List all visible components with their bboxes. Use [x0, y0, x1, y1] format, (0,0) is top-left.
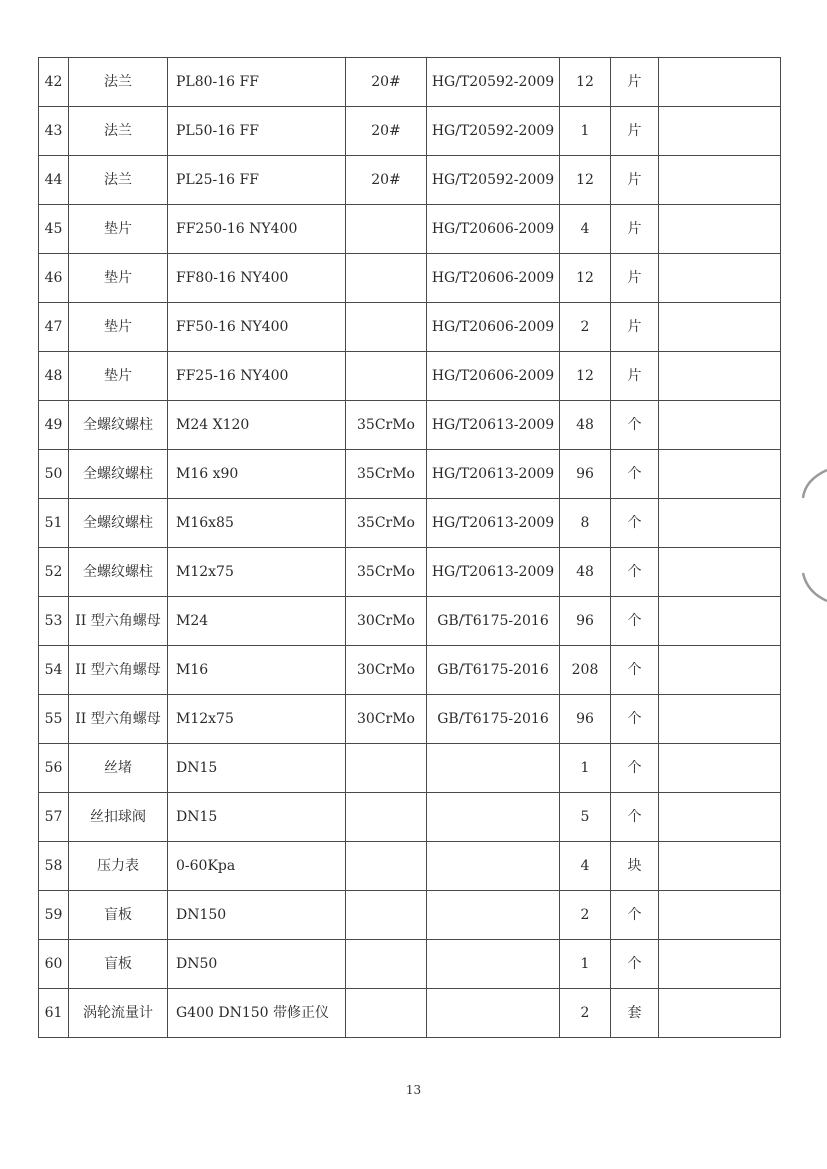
item-material — [346, 891, 427, 940]
item-name: 全螺纹螺柱 — [69, 499, 168, 548]
item-unit: 个 — [611, 597, 659, 646]
item-material: 30CrMo — [346, 597, 427, 646]
item-standard: HG/T20592-2009 — [427, 58, 560, 107]
item-remark — [659, 842, 781, 891]
item-name: 压力表 — [69, 842, 168, 891]
row-number: 53 — [39, 597, 69, 646]
item-name: 全螺纹螺柱 — [69, 401, 168, 450]
item-material: 35CrMo — [346, 499, 427, 548]
item-standard: HG/T20606-2009 — [427, 303, 560, 352]
item-material — [346, 303, 427, 352]
item-unit: 套 — [611, 989, 659, 1038]
table-row — [39, 695, 781, 744]
item-material: 30CrMo — [346, 695, 427, 744]
item-name: 法兰 — [69, 58, 168, 107]
item-quantity: 208 — [560, 646, 611, 695]
table-row — [39, 58, 781, 107]
item-name: 垫片 — [69, 205, 168, 254]
item-material: 30CrMo — [346, 646, 427, 695]
item-standard — [427, 793, 560, 842]
row-number: 43 — [39, 107, 69, 156]
item-remark — [659, 793, 781, 842]
item-standard — [427, 989, 560, 1038]
item-unit: 个 — [611, 940, 659, 989]
item-spec: FF80-16 NY400 — [168, 254, 346, 303]
item-spec: DN15 — [168, 744, 346, 793]
item-material — [346, 352, 427, 401]
row-number: 48 — [39, 352, 69, 401]
item-quantity: 2 — [560, 303, 611, 352]
table-row — [39, 352, 781, 401]
item-standard: HG/T20613-2009 — [427, 450, 560, 499]
table-row — [39, 205, 781, 254]
item-remark — [659, 940, 781, 989]
item-standard: HG/T20613-2009 — [427, 401, 560, 450]
item-remark — [659, 107, 781, 156]
item-remark — [659, 254, 781, 303]
item-unit: 个 — [611, 744, 659, 793]
item-material — [346, 254, 427, 303]
table-row — [39, 597, 781, 646]
item-name: 垫片 — [69, 352, 168, 401]
item-unit: 个 — [611, 695, 659, 744]
item-unit: 个 — [611, 499, 659, 548]
item-unit: 片 — [611, 303, 659, 352]
item-unit: 个 — [611, 646, 659, 695]
item-name: II 型六角螺母 — [69, 695, 168, 744]
item-quantity: 12 — [560, 254, 611, 303]
item-remark — [659, 401, 781, 450]
item-remark — [659, 989, 781, 1038]
item-spec: G400 DN150 带修正仪 — [168, 989, 346, 1038]
item-material — [346, 989, 427, 1038]
item-standard: HG/T20613-2009 — [427, 499, 560, 548]
item-remark — [659, 646, 781, 695]
table-row — [39, 499, 781, 548]
item-material — [346, 744, 427, 793]
item-unit: 个 — [611, 891, 659, 940]
table-row — [39, 793, 781, 842]
item-remark — [659, 205, 781, 254]
item-quantity: 96 — [560, 450, 611, 499]
item-remark — [659, 303, 781, 352]
item-name: 涡轮流量计 — [69, 989, 168, 1038]
table-row — [39, 744, 781, 793]
row-number: 58 — [39, 842, 69, 891]
item-quantity: 2 — [560, 891, 611, 940]
item-quantity: 48 — [560, 401, 611, 450]
item-remark — [659, 744, 781, 793]
item-material: 35CrMo — [346, 401, 427, 450]
page-number: 13 — [405, 1083, 422, 1097]
item-standard: HG/T20592-2009 — [427, 107, 560, 156]
item-name: 法兰 — [69, 107, 168, 156]
item-spec: PL80-16 FF — [168, 58, 346, 107]
row-number: 42 — [39, 58, 69, 107]
item-spec: PL50-16 FF — [168, 107, 346, 156]
item-name: 丝扣球阀 — [69, 793, 168, 842]
item-quantity: 96 — [560, 597, 611, 646]
item-remark — [659, 499, 781, 548]
item-remark — [659, 548, 781, 597]
item-unit: 片 — [611, 156, 659, 205]
seal-arc-bottom — [803, 573, 827, 601]
item-name: 盲板 — [69, 940, 168, 989]
row-number: 54 — [39, 646, 69, 695]
item-spec: PL25-16 FF — [168, 156, 346, 205]
item-quantity: 8 — [560, 499, 611, 548]
materials-table-body — [39, 58, 781, 1038]
row-number: 52 — [39, 548, 69, 597]
item-unit: 个 — [611, 548, 659, 597]
item-standard: HG/T20606-2009 — [427, 352, 560, 401]
item-remark — [659, 695, 781, 744]
table-row — [39, 107, 781, 156]
item-material: 35CrMo — [346, 548, 427, 597]
item-name: II 型六角螺母 — [69, 646, 168, 695]
item-spec: M24 X120 — [168, 401, 346, 450]
item-quantity: 1 — [560, 940, 611, 989]
item-material: 35CrMo — [346, 450, 427, 499]
item-material: 20# — [346, 107, 427, 156]
item-spec: M16 x90 — [168, 450, 346, 499]
table-row — [39, 891, 781, 940]
item-name: 盲板 — [69, 891, 168, 940]
item-quantity: 12 — [560, 352, 611, 401]
row-number: 47 — [39, 303, 69, 352]
item-unit: 片 — [611, 205, 659, 254]
item-spec: DN50 — [168, 940, 346, 989]
company-seal-fragment — [799, 468, 827, 603]
table-row — [39, 401, 781, 450]
item-quantity: 5 — [560, 793, 611, 842]
item-name: 全螺纹螺柱 — [69, 450, 168, 499]
table-row — [39, 450, 781, 499]
item-standard: GB/T6175-2016 — [427, 646, 560, 695]
item-remark — [659, 352, 781, 401]
item-material — [346, 842, 427, 891]
item-standard — [427, 940, 560, 989]
seal-arc-top — [803, 470, 827, 498]
item-spec: DN150 — [168, 891, 346, 940]
table-row — [39, 646, 781, 695]
item-standard: HG/T20613-2009 — [427, 548, 560, 597]
item-quantity: 1 — [560, 107, 611, 156]
row-number: 51 — [39, 499, 69, 548]
item-spec: 0-60Kpa — [168, 842, 346, 891]
item-quantity: 96 — [560, 695, 611, 744]
item-material — [346, 205, 427, 254]
item-remark — [659, 891, 781, 940]
item-name: II 型六角螺母 — [69, 597, 168, 646]
table-row — [39, 940, 781, 989]
item-name: 法兰 — [69, 156, 168, 205]
item-standard: GB/T6175-2016 — [427, 695, 560, 744]
item-spec: FF50-16 NY400 — [168, 303, 346, 352]
item-remark — [659, 58, 781, 107]
item-quantity: 1 — [560, 744, 611, 793]
item-material — [346, 940, 427, 989]
item-quantity: 4 — [560, 842, 611, 891]
item-unit: 片 — [611, 352, 659, 401]
item-name: 丝堵 — [69, 744, 168, 793]
row-number: 49 — [39, 401, 69, 450]
table-row — [39, 842, 781, 891]
item-quantity: 12 — [560, 58, 611, 107]
row-number: 56 — [39, 744, 69, 793]
table-row — [39, 989, 781, 1038]
row-number: 50 — [39, 450, 69, 499]
table-row — [39, 156, 781, 205]
row-number: 46 — [39, 254, 69, 303]
table-row — [39, 254, 781, 303]
item-quantity: 48 — [560, 548, 611, 597]
item-remark — [659, 156, 781, 205]
table-row — [39, 303, 781, 352]
item-unit: 块 — [611, 842, 659, 891]
item-standard — [427, 842, 560, 891]
item-unit: 片 — [611, 58, 659, 107]
row-number: 59 — [39, 891, 69, 940]
item-spec: FF25-16 NY400 — [168, 352, 346, 401]
item-unit: 个 — [611, 450, 659, 499]
item-standard: HG/T20592-2009 — [427, 156, 560, 205]
item-spec: FF250-16 NY400 — [168, 205, 346, 254]
item-unit: 个 — [611, 401, 659, 450]
item-name: 垫片 — [69, 303, 168, 352]
item-spec: M24 — [168, 597, 346, 646]
item-name: 垫片 — [69, 254, 168, 303]
item-unit: 个 — [611, 793, 659, 842]
item-standard: HG/T20606-2009 — [427, 205, 560, 254]
row-number: 57 — [39, 793, 69, 842]
item-name: 全螺纹螺柱 — [69, 548, 168, 597]
item-standard: GB/T6175-2016 — [427, 597, 560, 646]
item-quantity: 12 — [560, 156, 611, 205]
item-material: 20# — [346, 156, 427, 205]
item-material — [346, 793, 427, 842]
item-unit: 片 — [611, 254, 659, 303]
item-standard — [427, 744, 560, 793]
item-quantity: 2 — [560, 989, 611, 1038]
item-spec: M16 — [168, 646, 346, 695]
item-material: 20# — [346, 58, 427, 107]
item-standard — [427, 891, 560, 940]
item-spec: DN15 — [168, 793, 346, 842]
row-number: 44 — [39, 156, 69, 205]
row-number: 60 — [39, 940, 69, 989]
item-remark — [659, 450, 781, 499]
item-spec: M16x85 — [168, 499, 346, 548]
row-number: 55 — [39, 695, 69, 744]
item-spec: M12x75 — [168, 548, 346, 597]
materials-table — [38, 57, 781, 1038]
row-number: 61 — [39, 989, 69, 1038]
item-spec: M12x75 — [168, 695, 346, 744]
item-remark — [659, 597, 781, 646]
row-number: 45 — [39, 205, 69, 254]
item-quantity: 4 — [560, 205, 611, 254]
item-standard: HG/T20606-2009 — [427, 254, 560, 303]
item-unit: 片 — [611, 107, 659, 156]
table-row — [39, 548, 781, 597]
